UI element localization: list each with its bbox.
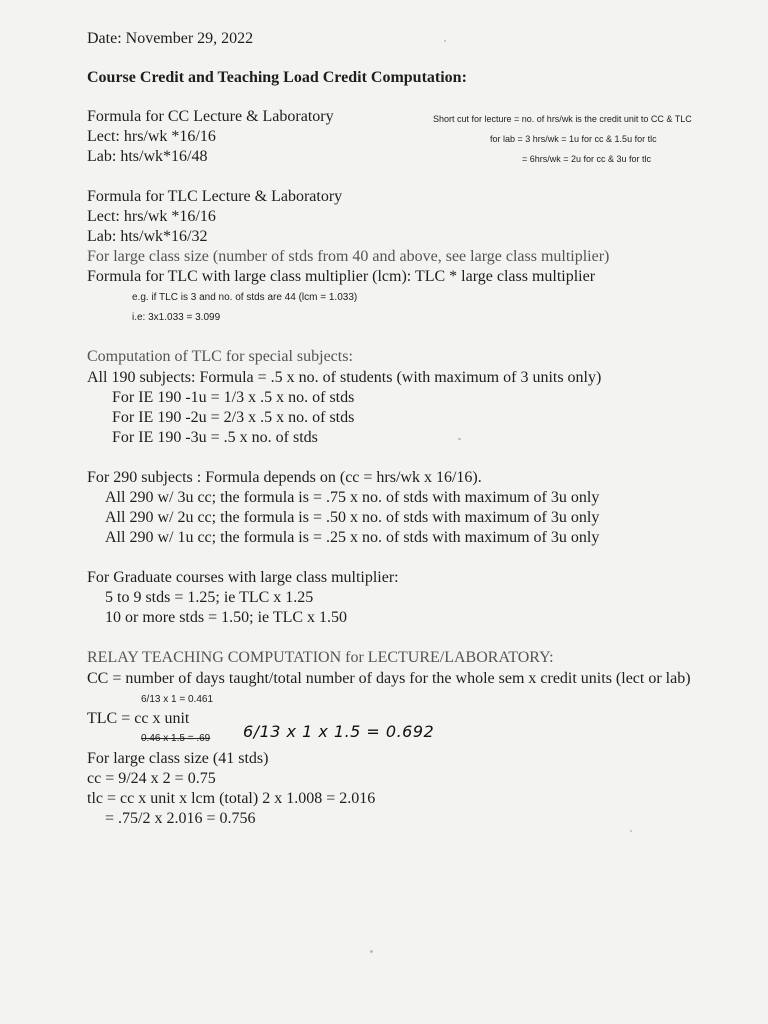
- all-190-formula: All 190 subjects: Formula = .5 x no. of students (with maximum of 3 units only): [87, 369, 602, 386]
- scan-speck: [370, 950, 373, 953]
- scan-speck: [458, 438, 461, 440]
- graduate-rule-2: 10 or more stds = 1.50; ie TLC x 1.50: [105, 609, 348, 626]
- scan-speck: [630, 830, 632, 832]
- relay-struck-calc: 0.46 x 1.5 = .69: [141, 733, 211, 744]
- relay-tlc-formula: TLC = cc x unit: [87, 710, 190, 727]
- relay-note-1: 6/13 x 1 = 0.461: [141, 694, 214, 705]
- lcm-example-1: e.g. if TLC is 3 and no. of stds are 44 (lcm = 1.033): [132, 292, 358, 303]
- shortcut-note-2: for lab = 3 hrs/wk = 1u for cc & 1.5u for tlc: [490, 134, 657, 144]
- lcm-example-2: i.e: 3x1.033 = 3.099: [132, 312, 221, 323]
- tlc-lect-formula: Lect: hrs/wk *16/16: [87, 208, 216, 225]
- tlc-lab-formula: Lab: hts/wk*16/32: [87, 228, 208, 245]
- cc-lab-formula: Lab: hts/wk*16/48: [87, 148, 208, 165]
- page-title: Course Credit and Teaching Load Credit Computation:: [87, 69, 467, 86]
- relay-handwritten-calc: 6/13 x 1 x 1.5 = 0.692: [243, 722, 435, 741]
- date-line: Date: November 29, 2022: [87, 30, 254, 47]
- lcm-formula: Formula for TLC with large class multiplier (lcm): TLC * large class multiplier: [87, 268, 596, 285]
- relay-cc-formula: CC = number of days taught/total number of days for the whole sem x credit units (lect or lab): [87, 670, 691, 687]
- relay-heading: RELAY TEACHING COMPUTATION for LECTURE/LABORATORY:: [87, 649, 554, 666]
- ie190-3u: For IE 190 -3u = .5 x no. of stds: [112, 429, 318, 446]
- graduate-rule-1: 5 to 9 stds = 1.25; ie TLC x 1.25: [105, 589, 314, 606]
- large-class-note: For large class size (number of stds from 40 and above, see large class multiplier): [87, 248, 610, 265]
- cc-formula-heading: Formula for CC Lecture & Laboratory: [87, 108, 334, 125]
- s290-1u: All 290 w/ 1u cc; the formula is = .25 x no. of stds with maximum of 3u only: [105, 529, 600, 546]
- tlc-formula-heading: Formula for TLC Lecture & Laboratory: [87, 188, 343, 205]
- shortcut-note-3: = 6hrs/wk = 2u for cc & 3u for tlc: [522, 154, 652, 164]
- s290-3u: All 290 w/ 3u cc; the formula is = .75 x no. of stds with maximum of 3u only: [105, 489, 600, 506]
- shortcut-note-1: Short cut for lecture = no. of hrs/wk is the credit unit to CC & TLC: [433, 114, 692, 124]
- scan-speck: [444, 40, 446, 42]
- special-subjects-heading: Computation of TLC for special subjects:: [87, 348, 353, 365]
- relay-tlc-calc: tlc = cc x unit x lcm (total) 2 x 1.008 = 2.016: [87, 790, 376, 807]
- relay-large-class: For large class size (41 stds): [87, 750, 269, 767]
- graduate-heading: For Graduate courses with large class multiplier:: [87, 569, 399, 586]
- cc-lect-formula: Lect: hrs/wk *16/16: [87, 128, 216, 145]
- ie190-2u: For IE 190 -2u = 2/3 x .5 x no. of stds: [112, 409, 355, 426]
- ie190-1u: For IE 190 -1u = 1/3 x .5 x no. of stds: [112, 389, 355, 406]
- relay-final-calc: = .75/2 x 2.016 = 0.756: [105, 810, 256, 827]
- s290-2u: All 290 w/ 2u cc; the formula is = .50 x no. of stds with maximum of 3u only: [105, 509, 600, 526]
- relay-cc-calc: cc = 9/24 x 2 = 0.75: [87, 770, 216, 787]
- s290-heading: For 290 subjects : Formula depends on (cc = hrs/wk x 16/16).: [87, 469, 482, 486]
